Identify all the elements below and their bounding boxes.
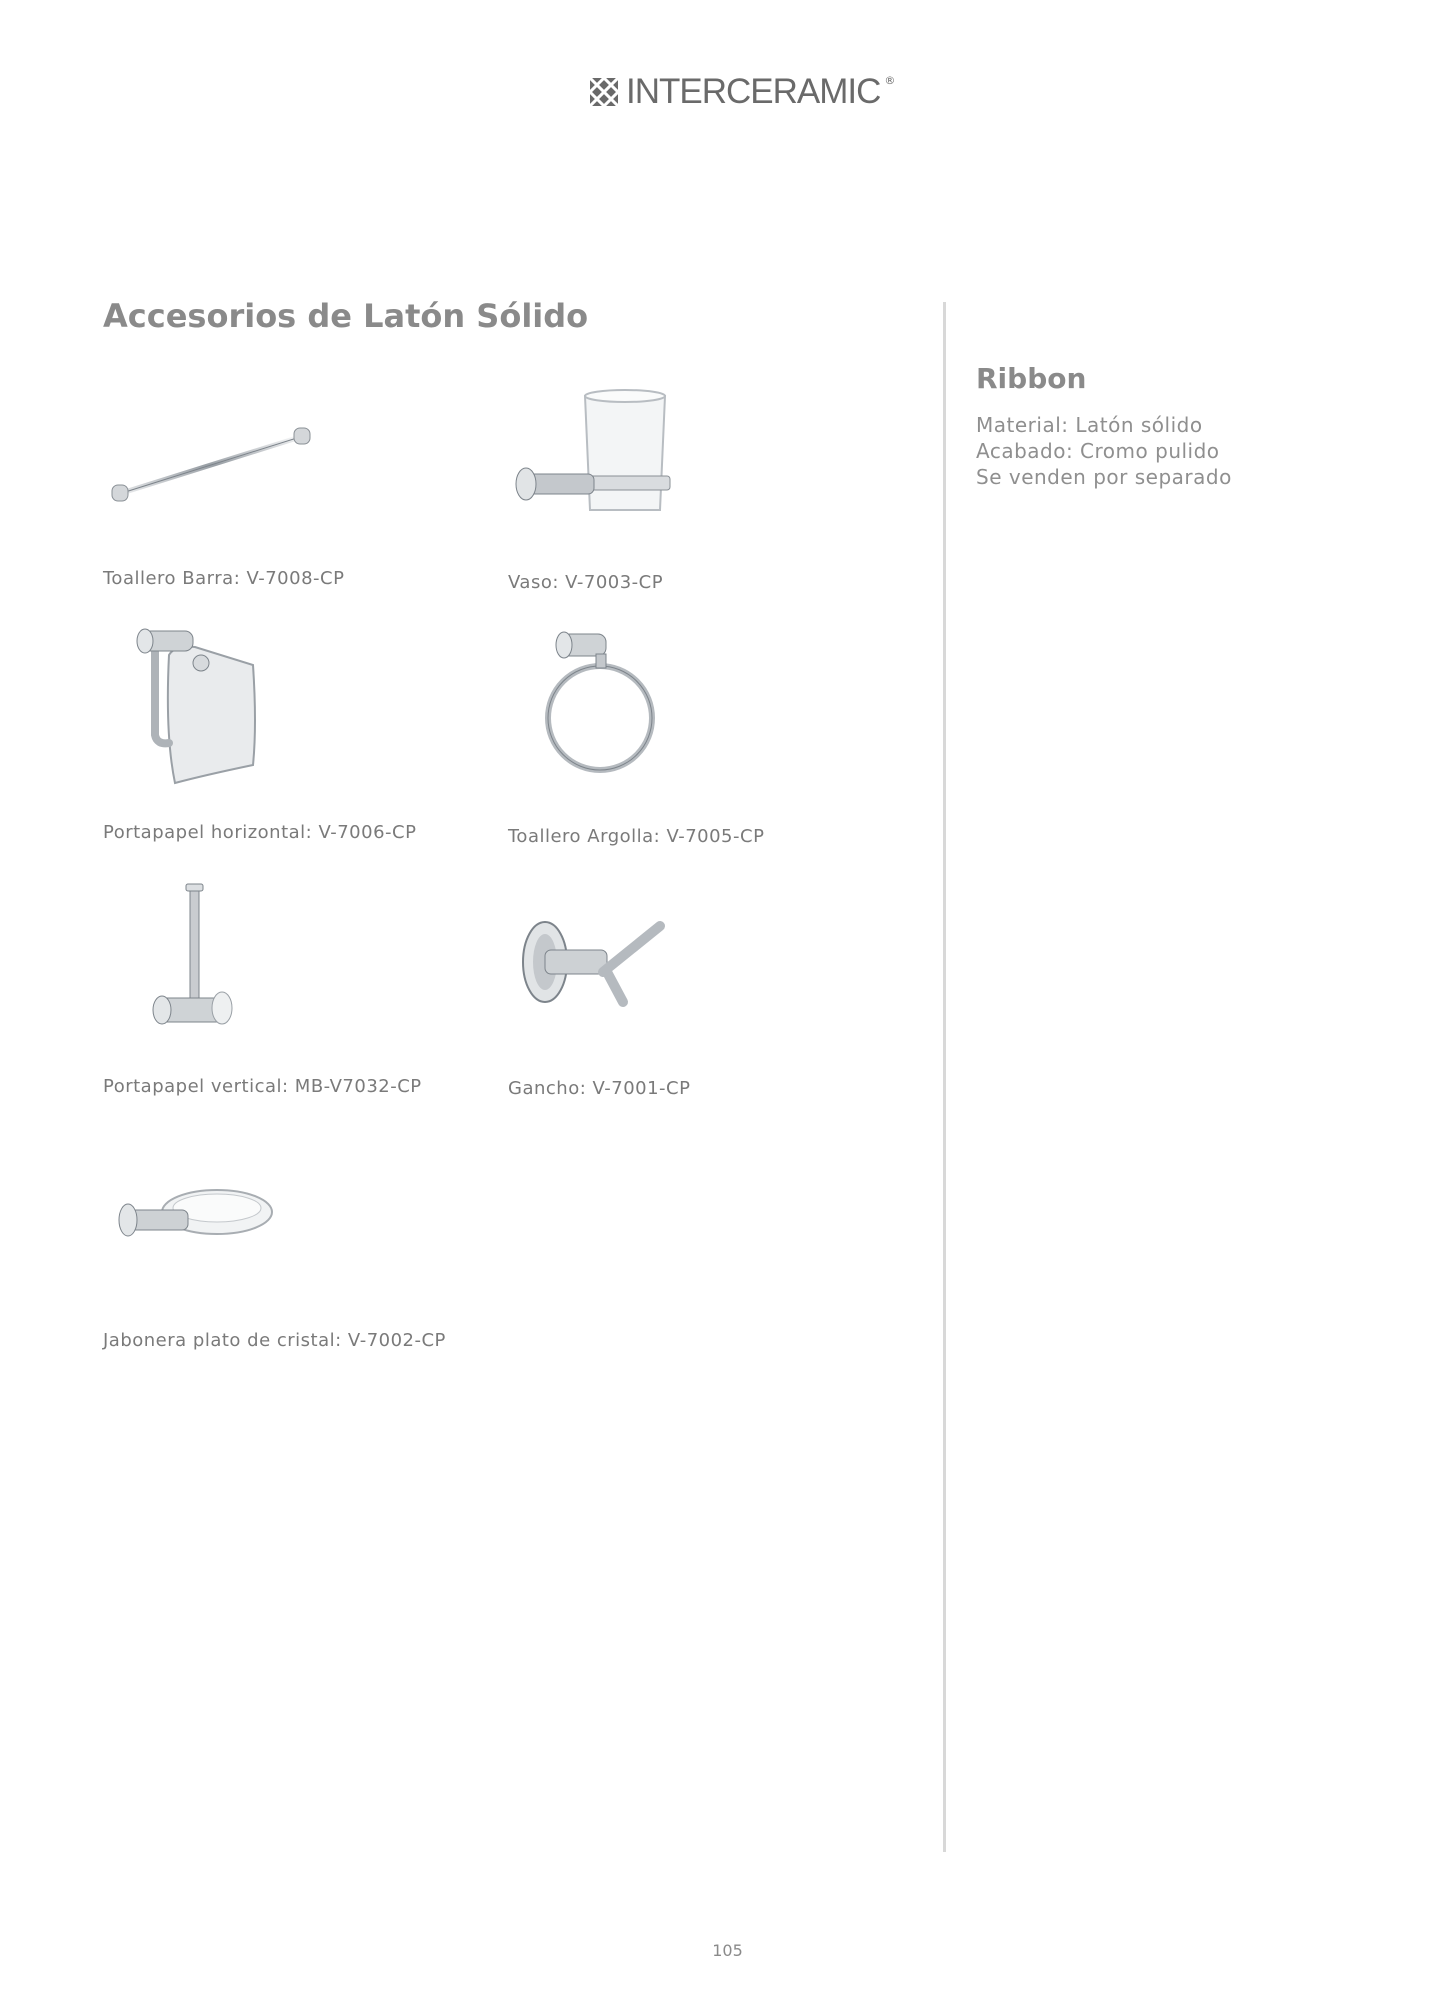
- interceramic-logo-icon: [590, 78, 618, 106]
- product-caption: Portapapel vertical: MB-V7032-CP: [103, 1076, 422, 1097]
- robe-hook-icon: [515, 910, 680, 1015]
- product-caption: Portapapel horizontal: V-7006-CP: [103, 822, 417, 843]
- registered-mark: ®: [884, 74, 896, 87]
- spec-finish: Acabado: Cromo pulido: [976, 439, 1220, 463]
- soap-dish-icon: [112, 1172, 282, 1262]
- spec-sales-note: Se venden por separado: [976, 465, 1232, 489]
- vertical-divider: [943, 302, 946, 1852]
- paper-holder-vertical-icon: [150, 880, 250, 1040]
- spec-material: Material: Latón sólido: [976, 413, 1203, 437]
- section-title: Accesorios de Latón Sólido: [103, 297, 589, 335]
- brand-name: INTERCERAMIC: [626, 72, 881, 111]
- product-caption: Vaso: V-7003-CP: [508, 572, 664, 593]
- towel-ring-icon: [540, 628, 660, 793]
- product-caption: Toallero Argolla: V-7005-CP: [508, 826, 765, 847]
- brand-logo: [590, 74, 895, 109]
- collection-specs: [976, 412, 1232, 490]
- page-number: 105: [712, 1941, 743, 1960]
- product-caption: Jabonera plato de cristal: V-7002-CP: [103, 1330, 446, 1351]
- towel-bar-icon: [108, 415, 318, 510]
- paper-holder-horizontal-icon: [135, 625, 260, 790]
- product-caption: Gancho: V-7001-CP: [508, 1078, 691, 1099]
- product-caption: Toallero Barra: V-7008-CP: [103, 568, 345, 589]
- collection-title: Ribbon: [976, 362, 1087, 395]
- glass-tumbler-icon: [510, 388, 680, 528]
